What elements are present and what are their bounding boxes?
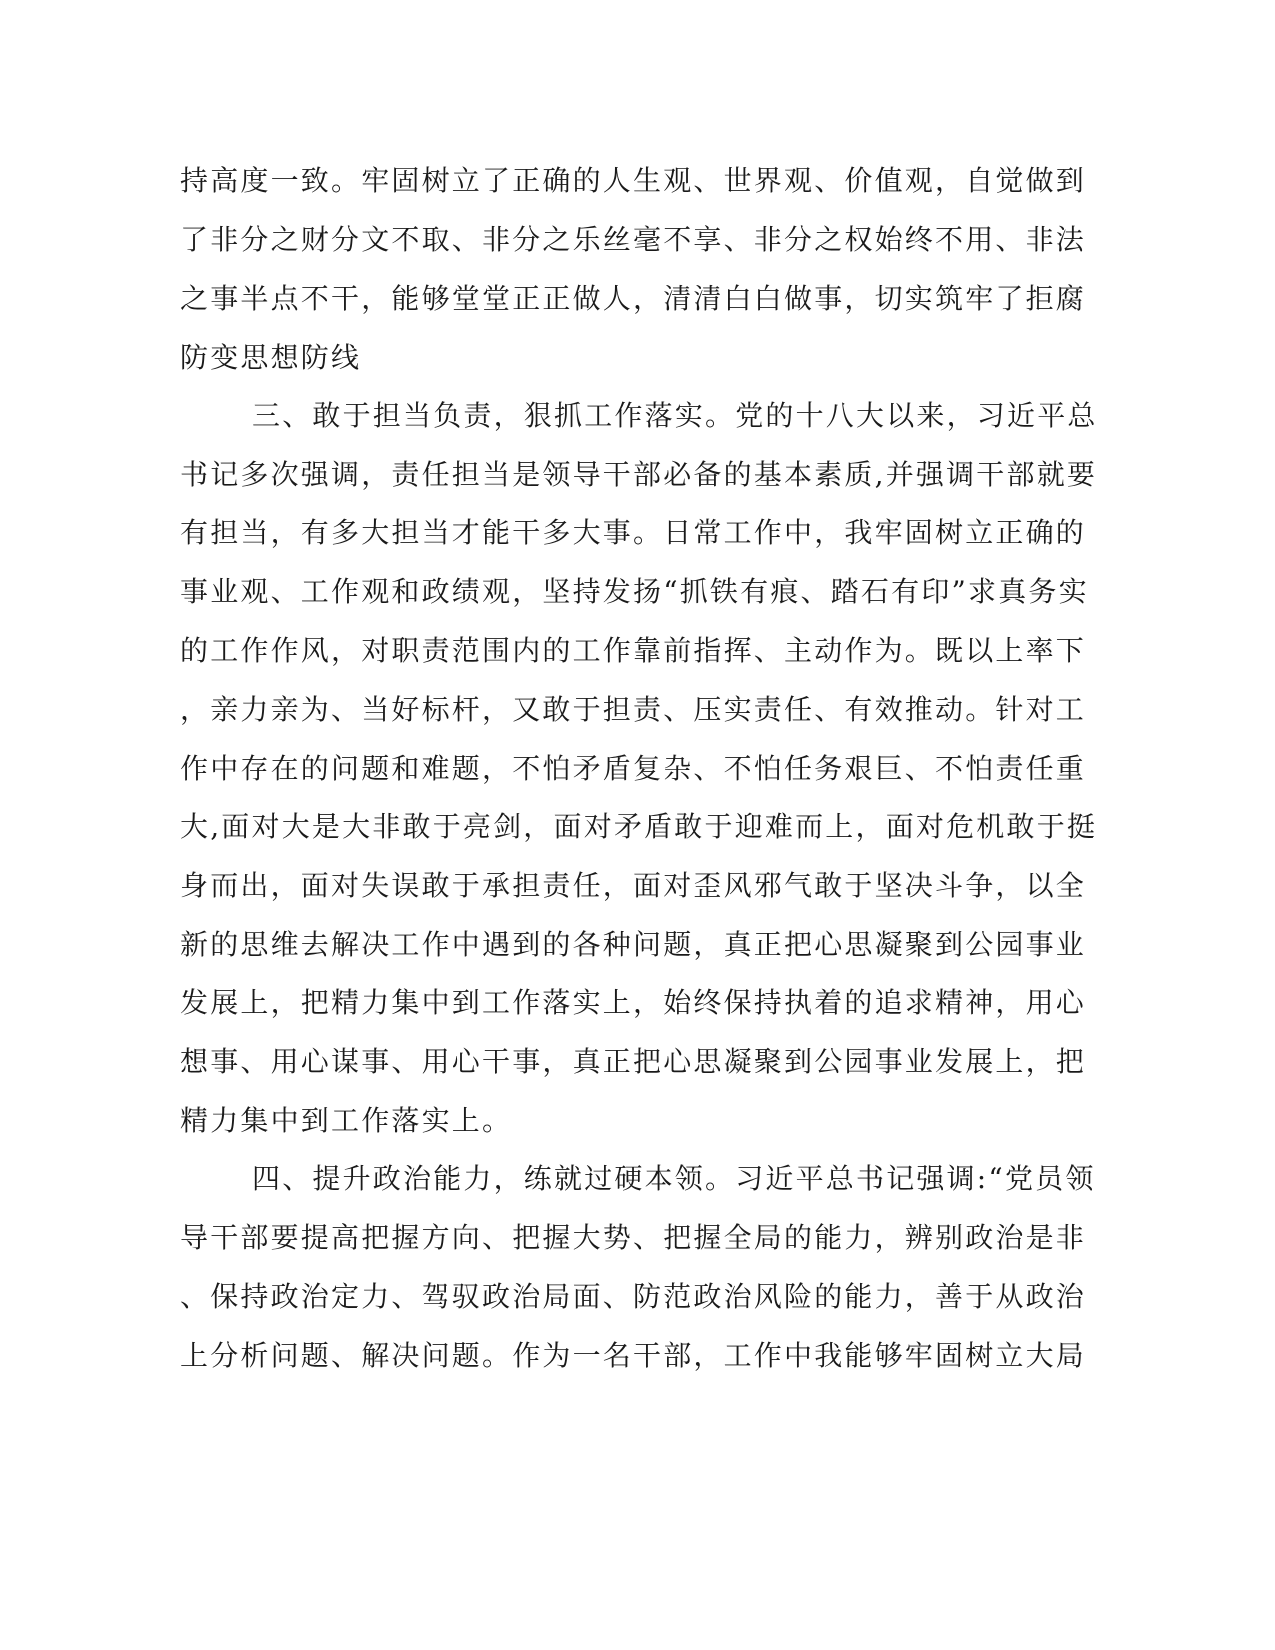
text-line: 之事半点不干，能够堂堂正正做人，清清白白做事，切实筑牢了拒腐 <box>180 282 1087 315</box>
text-line: ，亲力亲为、当好标杆，又敢于担责、压实责任、有效推动。针对工 <box>180 693 1087 726</box>
text-line: 上分析问题、解决问题。作为一名干部，工作中我能够牢固树立大局 <box>180 1339 1087 1372</box>
text-line: 发展上，把精力集中到工作落实上，始终保持执着的追求精神，用心 <box>180 986 1087 1019</box>
text-line: 身而出，面对失误敢于承担责任，面对歪风邪气敢于坚决斗争，以全 <box>180 869 1087 902</box>
text-line: 新的思维去解决工作中遇到的各种问题，真正把心思凝聚到公园事业 <box>180 928 1087 961</box>
text-line: 事业观、工作观和政绩观，坚持发扬“抓铁有痕、踏石有印”求真务实 <box>180 575 1089 608</box>
text-line: 防变思想防线 <box>180 341 362 374</box>
text-line: 精力集中到工作落实上。 <box>180 1104 513 1137</box>
text-line: 想事、用心谋事、用心干事，真正把心思凝聚到公园事业发展上，把 <box>180 1045 1087 1078</box>
paragraph-3-first-line: 三、敢于担当负责，狠抓工作落实。党的十八大以来，习近平总 <box>252 399 1098 432</box>
text-line: 有担当，有多大担当才能干多大事。日常工作中，我牢固树立正确的 <box>180 516 1087 549</box>
text-line: 作中存在的问题和难题，不怕矛盾复杂、不怕任务艰巨、不怕责任重 <box>180 752 1087 785</box>
text-line: 导干部要提高把握方向、把握大势、把握全局的能力，辨别政治是非 <box>180 1221 1087 1254</box>
text-line: 持高度一致。牢固树立了正确的人生观、世界观、价值观，自觉做到 <box>180 164 1087 197</box>
text-line: 、保持政治定力、驾驭政治局面、防范政治风险的能力，善于从政治 <box>180 1280 1087 1313</box>
paragraph-4-first-line: 四、提升政治能力，练就过硬本领。习近平总书记强调:“党员领 <box>252 1162 1096 1195</box>
text-line: 书记多次强调，责任担当是领导干部必备的基本素质,并强调干部就要 <box>180 458 1098 491</box>
text-line: 了非分之财分文不取、非分之乐丝毫不享、非分之权始终不用、非法 <box>180 223 1087 256</box>
text-line: 大,面对大是大非敢于亮剑，面对矛盾敢于迎难而上，面对危机敢于挺 <box>180 810 1098 843</box>
text-line: 的工作作风，对职责范围内的工作靠前指挥、主动作为。既以上率下 <box>180 634 1087 667</box>
